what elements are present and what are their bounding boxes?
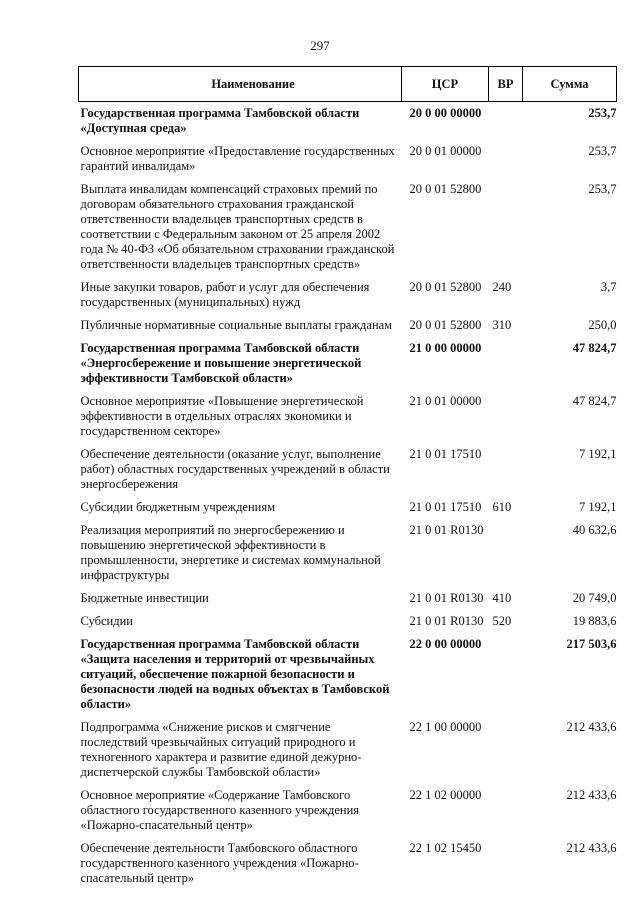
row-sum-cell: 212 433,6 [566, 788, 617, 802]
row-sum-cell: 253,7 [588, 106, 617, 120]
table-row [79, 614, 617, 637]
row-name-cell: Выплата инвалидам компенсаций страховых премий по договорам обязательного страхования гражданской ответственности владельцев транспортных средств в соответствии с Федеральным законом от 25 апреля 2002 года № 40-ФЗ «Об обязательном страховании гражданской ответственности владельцев транспортных средств» [80, 182, 395, 271]
table-row [79, 280, 617, 318]
row-csr-cell: 22 1 02 15450 [409, 841, 482, 855]
row-vr-cell [489, 341, 523, 394]
row-vr-cell: 240 [492, 280, 512, 294]
row-name-cell: Обеспечение деятельности (оказание услуг, выполнение работ) областных государственных учреждений в области энергосбережения [80, 447, 390, 491]
row-csr-cell: 21 0 01 R0130 [409, 614, 484, 628]
row-sum-cell: 19 883,6 [572, 614, 617, 628]
table-row [79, 394, 617, 447]
row-name-cell: Подпрограмма «Снижение рисков и смягчение последствий чрезвычайных ситуаций природного и техногенного характера и развитие единой дежурно-диспетчерской службы Тамбовской области» [80, 720, 362, 779]
row-name-cell: Субсидии бюджетным учреждениям [80, 500, 276, 514]
row-sum-cell: 212 433,6 [566, 720, 617, 734]
row-sum-cell: 7 192,1 [579, 447, 617, 461]
row-csr-cell: 20 0 01 52800 [409, 182, 482, 196]
row-sum-cell: 253,7 [588, 182, 617, 196]
row-name-cell: Реализация мероприятий по энергосбережению и повышению энергетической эффективности в промышленности, энергетике и системах коммунальной инфраструктуры [80, 523, 381, 582]
row-vr-cell: 610 [492, 500, 512, 514]
row-sum-cell: 7 192,1 [579, 500, 617, 514]
row-vr-cell [489, 637, 523, 720]
table-row [79, 144, 617, 182]
row-sum-cell: 3,7 [600, 280, 617, 294]
row-vr-cell: 410 [492, 591, 512, 605]
row-vr-cell [489, 447, 523, 500]
row-vr-cell [489, 182, 523, 280]
row-name-cell: Государственная программа Тамбовской области «Доступная среда» [80, 106, 360, 135]
header-vr: ВР [489, 67, 523, 102]
table-row [79, 637, 617, 720]
table-body [79, 102, 617, 895]
row-name-cell: Государственная программа Тамбовской области «Энергосбережение и повышение энергетической эффективности Тамбовской области» [80, 341, 362, 385]
row-csr-cell: 20 0 01 52800 [409, 280, 482, 294]
row-name-cell: Обеспечение деятельности Тамбовского областного государственного казенного учреждения «Пожарно-спасательный центр» [80, 841, 359, 885]
table-row [79, 447, 617, 500]
table-row [79, 720, 617, 788]
row-name-cell: Иные закупки товаров, работ и услуг для обеспечения государственных (муниципальных) нужд [80, 280, 370, 309]
row-vr-cell [489, 841, 523, 894]
row-vr-cell [489, 394, 523, 447]
row-sum-cell: 217 503,6 [566, 637, 617, 651]
row-vr-cell [489, 144, 523, 182]
table-row [79, 182, 617, 280]
row-vr-cell: 520 [492, 614, 512, 628]
table-row [79, 788, 617, 841]
row-csr-cell: 21 0 00 00000 [409, 341, 482, 355]
row-vr-cell [489, 523, 523, 591]
row-vr-cell: 310 [492, 318, 512, 332]
table-row [79, 102, 617, 145]
table-row [79, 318, 617, 341]
table-row [79, 523, 617, 591]
row-vr-cell [489, 720, 523, 788]
row-name-cell: Основное мероприятие «Содержание Тамбовского областного государственного казенного учреждения «Пожарно-спасательный центр» [80, 788, 360, 832]
row-name-cell: Основное мероприятие «Предоставление государственных гарантий инвалидам» [80, 144, 395, 173]
row-sum-cell: 40 632,6 [572, 523, 617, 537]
header-sum: Сумма [523, 67, 617, 102]
table-row [79, 341, 617, 394]
row-csr-cell: 20 0 01 52800 [409, 318, 482, 332]
row-csr-cell: 21 0 01 R0130 [409, 523, 484, 537]
row-sum-cell: 20 749,0 [572, 591, 617, 605]
row-vr-cell [489, 788, 523, 841]
row-name-cell: Публичные нормативные социальные выплаты гражданам [80, 318, 393, 332]
budget-table [78, 66, 617, 894]
row-csr-cell: 21 0 01 17510 [409, 447, 482, 461]
row-name-cell: Субсидии [80, 614, 133, 628]
page-number: 297 [310, 38, 330, 53]
header-name: Наименование [79, 67, 402, 102]
header-csr: ЦСР [402, 67, 489, 102]
table-header-row [79, 67, 617, 102]
row-name-cell: Бюджетные инвестиции [80, 591, 209, 605]
row-name-cell: Государственная программа Тамбовской области «Защита населения и территорий от чрезвычайных ситуаций, обеспечение пожарной безопасности и безопасности людей на водных объектах в Тамбовской области» [80, 637, 390, 711]
table-row [79, 841, 617, 894]
row-csr-cell: 20 0 01 00000 [409, 144, 482, 158]
row-vr-cell [489, 102, 523, 145]
row-sum-cell: 47 824,7 [572, 394, 617, 408]
row-sum-cell: 212 433,6 [566, 841, 617, 855]
table-row [79, 500, 617, 523]
row-csr-cell: 22 1 00 00000 [409, 720, 482, 734]
row-name-cell: Основное мероприятие «Повышение энергетической эффективности в отдельных отраслях экономики и государственном секторе» [80, 394, 364, 438]
row-csr-cell: 20 0 00 00000 [409, 106, 482, 120]
row-sum-cell: 47 824,7 [572, 341, 617, 355]
row-csr-cell: 21 0 01 17510 [409, 500, 482, 514]
row-sum-cell: 253,7 [588, 144, 617, 158]
row-csr-cell: 21 0 01 00000 [409, 394, 482, 408]
row-csr-cell: 22 1 02 00000 [409, 788, 482, 802]
row-sum-cell: 250,0 [588, 318, 617, 332]
row-csr-cell: 22 0 00 00000 [409, 637, 482, 651]
table-row [79, 591, 617, 614]
row-csr-cell: 21 0 01 R0130 [409, 591, 484, 605]
